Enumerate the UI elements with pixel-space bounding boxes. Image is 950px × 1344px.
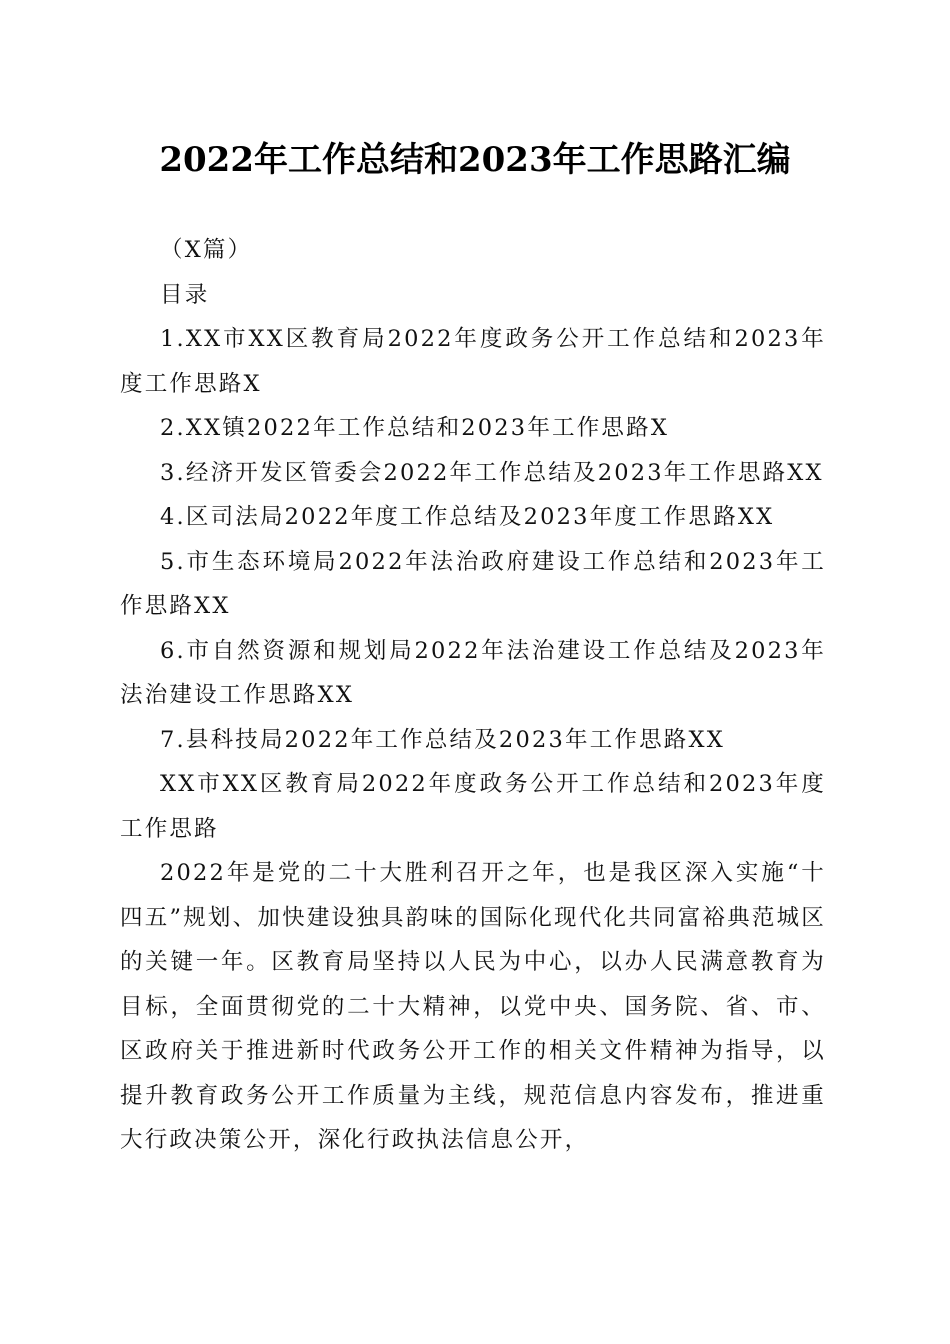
toc-item-6: 6.市自然资源和规划局2022年法治建设工作总结及2023年法治建设工作思路XX (120, 637, 826, 708)
document-title: 2022年工作总结和2023年工作思路汇编 (159, 140, 791, 180)
toc-item-1: 1.XX市XX区教育局2022年度政务公开工作总结和2023年度工作思路X (120, 326, 826, 397)
toc-item-7: 7.县科技局2022年工作总结及2023年工作思路XX (160, 726, 725, 753)
count-note: （X篇） (160, 237, 253, 263)
toc-item-5: 5.市生态环境局2022年法治政府建设工作总结和2023年工作思路XX (120, 548, 826, 619)
document-body (120, 228, 826, 1163)
toc-item-3: 3.经济开发区管委会2022年工作总结及2023年工作思路XX (160, 459, 824, 486)
toc-heading: 目录 (160, 281, 210, 308)
article-title: XX市XX区教育局2022年度政务公开工作总结和2023年度工作思路 (120, 771, 826, 842)
toc-item-2: 2.XX镇2022年工作总结和2023年工作思路X (160, 415, 670, 441)
toc-item-4: 4.区司法局2022年度工作总结及2023年度工作思路XX (160, 504, 775, 530)
article-body: 2022年是党的二十大胜利召开之年，也是我区深入实施“十四五”规划、加快建设独具韵味的国际化现代化共同富裕典范城区的关键一年。区教育局坚持以人民为中心，以办人民满意教育为目标，全面贯彻党的二十大精神，以党中央、国务院、省、市、区政府关于推进新时代政务公开工作的相关文件精神为指导，以提升教育政务公开工作质量为主线，规范信息内容发布，推进重大行政决策公开，深化行政执法信息公开， (120, 860, 826, 1153)
